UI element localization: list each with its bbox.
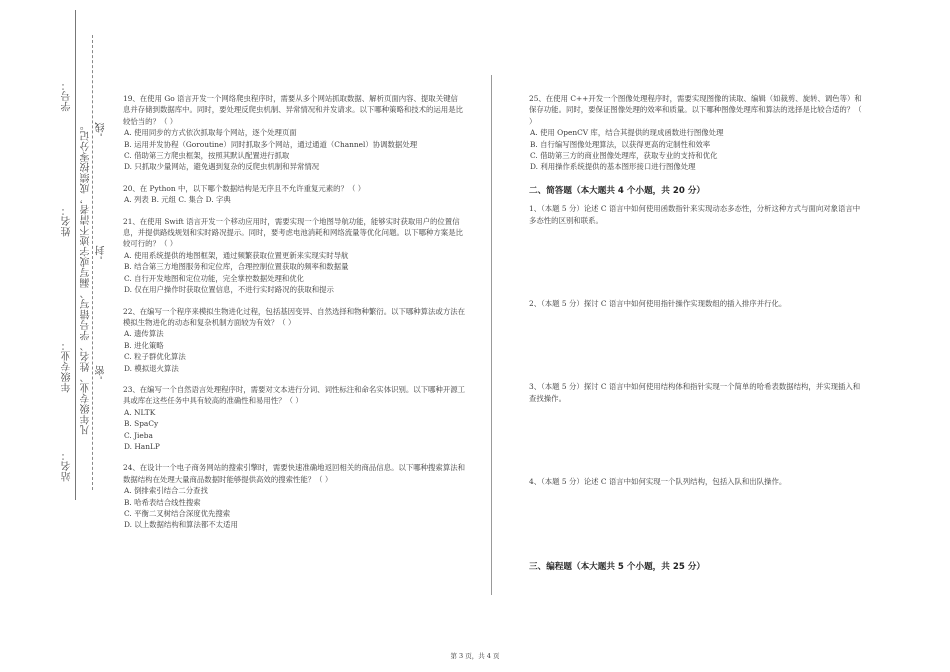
question-21: 21、在使用 Swift 语言开发一个移动应用时，需要实现一个地图导航功能，能够实时获取用户的位置信息，并提供路线规划和实时路况提示。同时，要考虑电池消耗和网络流量等优化问题。以下哪种方案是比较可行的？（ ） xyxy=(123,216,463,249)
question-option: B. 自行编写图像处理算法，以获得更高的定制性和效率 xyxy=(530,139,711,149)
question-option: A. 列表 B. 元组 C. 集合 D. 字典 xyxy=(124,195,231,205)
right-column xyxy=(529,93,865,573)
question-option: D. 以上数据结构和算法都不太适用 xyxy=(124,520,238,530)
question-option: B. SpaCy xyxy=(124,419,159,429)
question-option: B. 哈希表结合线性搜索 xyxy=(124,497,201,507)
question-option: C. 粒子群优化算法 xyxy=(124,352,186,362)
question-option: C. 借助第三方的商业图像处理库，获取专业的支持和优化 xyxy=(530,151,718,161)
question-option: C. 自行开发地图和定位功能，完全掌控数据处理和优化 xyxy=(124,273,305,283)
question-option: A. 使用系统提供的地图框架，通过频繁获取位置更新来实现实时导航 xyxy=(124,250,349,260)
question-option: D. 利用操作系统提供的基本图形接口进行图像处理 xyxy=(530,162,696,172)
question-option: A. NLTK xyxy=(124,407,156,417)
question-option: B. 运用并发协程（Goroutine）同时抓取多个网站，通过通道（Channel）协调数据处理 xyxy=(124,139,418,149)
left-column xyxy=(123,93,465,531)
school-label: 站名： xyxy=(62,450,73,482)
short-answer-2: 2、（本题 5 分）探讨 C 语言中如何使用指针操作实现数组的插入排序并行化。 xyxy=(529,299,787,309)
question-24: 24、在设计一个电子商务网站的搜索引擎时，需要快速准确地返回相关的商品信息。以下哪种搜索算法和数据结构在处理大量商品数据时能够提供高效的搜索性能？（ ） xyxy=(123,463,465,484)
question-20: 20、在 Python 中，以下哪个数据结构是无序且不允许重复元素的？（ ） xyxy=(123,183,366,193)
question-option: C. 借助第三方爬虫框架，按照其默认配置进行抓取 xyxy=(124,151,290,161)
question-option: D. HanLP xyxy=(124,441,160,451)
name-label: 姓名： xyxy=(62,205,73,237)
binding-warning: 凡年级专业、姓名、学号错写、漏写或字迹不清者，成绩按零分记。 xyxy=(81,120,92,435)
question-option: B. 结合第三方地图服务和定位库，合理控制位置获取的频率和数据量 xyxy=(124,262,349,272)
question-25: 25、在使用 C++开发一个图像处理程序时，需要实现图像的读取、编辑（如裁剪、旋转、调色等）和保存功能。同时，要保证图像处理的效率和质量。以下哪种图像处理库和算法的选择是比较合适的？（ ） xyxy=(529,94,862,126)
short-answer-1: 1、（本题 5 分）论述 C 语言中如何使用函数指针来实现动态多态性，分析这种方式与面向对象语言中多态性的区别和联系。 xyxy=(529,204,861,225)
programming-section-title: 三、编程题（本大题共 5 个小题，共 25 分） xyxy=(529,561,706,572)
seal-mark: -封 xyxy=(96,245,107,260)
question-option: D. 仅在用户操作时获取位置信息，不进行实时路况的获取和提示 xyxy=(124,285,334,295)
short-answer-3: 3、（本题 5 分）探讨 C 语言中如何使用结构体和指针实现一个简单的哈希表数据结构，并实现插入和查找操作。 xyxy=(529,382,861,403)
binding-solid-line xyxy=(75,10,76,500)
question-option: C. Jieba xyxy=(124,430,153,440)
question-option: A. 使用同步的方式依次抓取每个网站，逐个处理页面 xyxy=(124,128,297,138)
question-option: A. 使用 OpenCV 库，结合其提供的现成函数进行图像处理 xyxy=(530,128,724,138)
dense-mark: -密 xyxy=(96,365,107,380)
question-option: D. 模拟退火算法 xyxy=(124,363,179,373)
short-answer-section-title: 二、简答题（本大题共 4 个小题，共 20 分） xyxy=(529,185,706,196)
short-answer-4: 4、（本题 5 分）论述 C 语言中如何实现一个队列结构，包括入队和出队操作。 xyxy=(529,477,787,487)
page-footer: 第 3 页，共 4 页 xyxy=(450,652,500,660)
question-option: B. 进化策略 xyxy=(124,340,164,350)
question-23: 23、在编写一个自然语言处理程序时，需要对文本进行分词、词性标注和命名实体识别。以下哪种开源工具或库在这些任务中具有较高的准确性和易用性？（ ） xyxy=(123,384,465,406)
major-label: 年级专业： xyxy=(62,340,73,393)
column-divider xyxy=(491,75,492,595)
question-19: 19、在使用 Go 语言开发一个网络爬虫程序时，需要从多个网站抓取数据、解析页面内容、提取关键信息并存储到数据库中。同时，要处理反爬虫机制、异常情况和并发请求。以下哪种策略和技术的运用是比较恰当的？（ ） xyxy=(123,94,463,126)
question-22: 22、在编写一个程序来模拟生物进化过程，包括基因变异、自然选择和物种繁衍。以下哪种算法或方法在模拟生物进化的动态和复杂机制方面较为有效？（ ） xyxy=(123,306,465,327)
question-option: C. 平衡二叉树结合深度优先搜索 xyxy=(124,509,231,518)
question-option: A. 遗传算法 xyxy=(124,329,164,339)
student-id-label: 学号： xyxy=(62,80,73,112)
question-option: D. 只抓取少量网站，避免遇到复杂的反爬虫机制和异常情况 xyxy=(124,162,320,172)
question-option: A. 倒排索引结合二分查找 xyxy=(124,486,208,496)
line-mark: -线 xyxy=(96,122,107,137)
